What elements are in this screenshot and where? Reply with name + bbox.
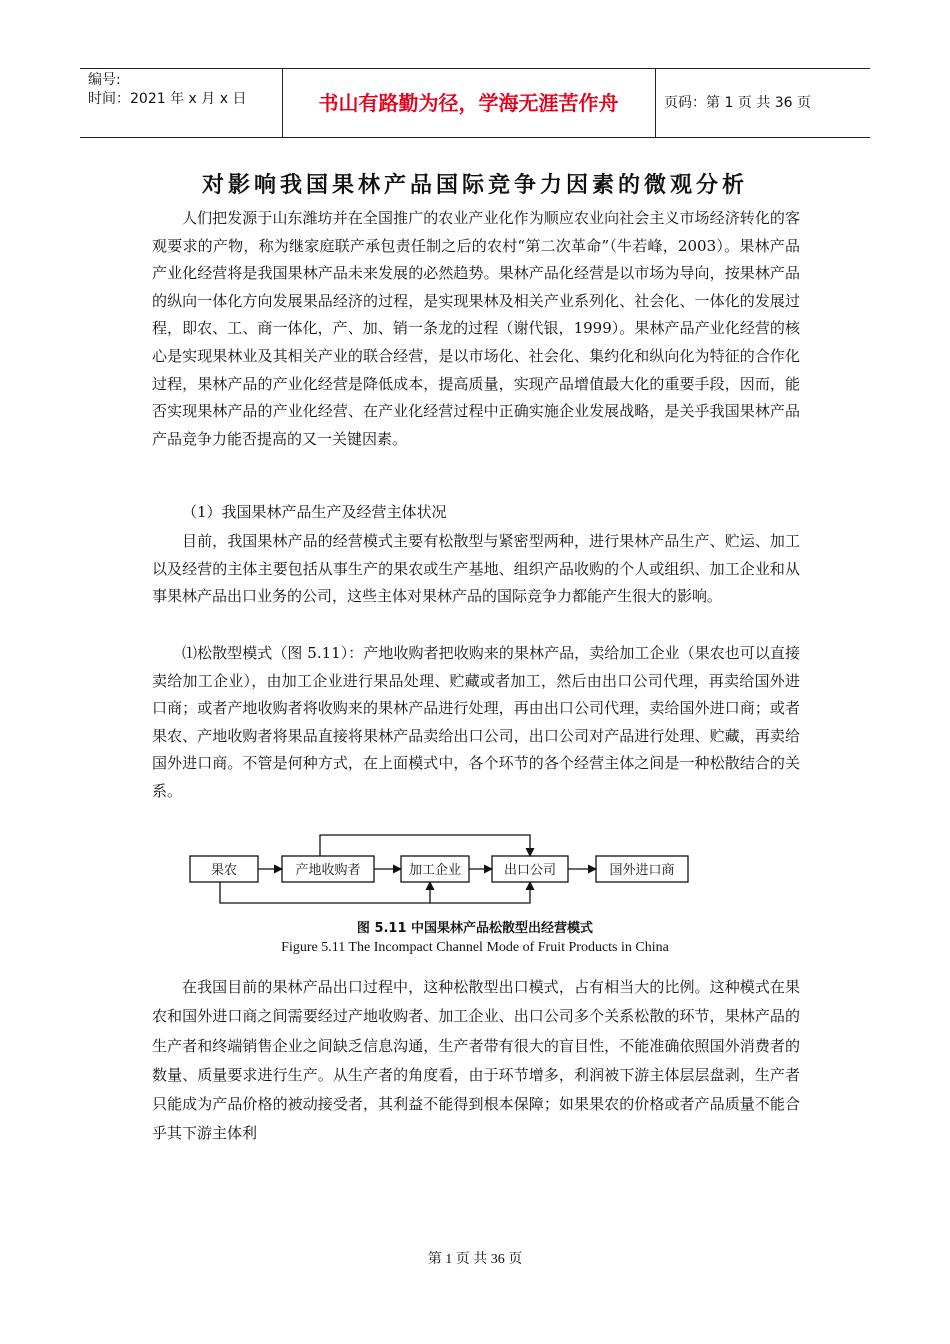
paragraph-analysis: 在我国目前的果林产品出口过程中，这种松散型出口模式，占有相当大的比例。这种模式在果农和国外进口商之间需要经过产地收购者、加工企业、出口公司多个关系松散的环节，果林产品的生产者和终端销售企业之间缺乏信息沟通，生产者带有很大的盲目性，不能准确依照国外消费者的数量、质量要求进行生产。从生产者的角度看，由于环节增多，利润被下游主体层层盘剥，生产者只能成为产品价格的被动接受者，其利益不能得到根本保障；如果果农的价格或者产品质量不能合乎其下游主体利 xyxy=(152,978,800,1143)
document-title: 对影响我国果林产品国际竞争力因素的微观分析 xyxy=(201,173,748,198)
node-processor: 加工企业 xyxy=(408,863,462,878)
node-box-collector xyxy=(282,856,374,882)
header-divider xyxy=(655,69,656,137)
arrow-farmer-exporter-bypass xyxy=(220,882,530,903)
figure-caption-en: Figure 5.11 The Incompact Channel Mode of Fruit Products in China xyxy=(281,940,669,955)
node-farmer: 果农 xyxy=(210,863,238,878)
node-box-exporter xyxy=(492,856,568,882)
figure-caption-cn: 图 5.11 中国果林产品松散型出经营模式 xyxy=(356,921,594,936)
arrow-collector-exporter-bypass xyxy=(320,835,530,856)
node-exporter: 出口公司 xyxy=(503,863,557,878)
page-header xyxy=(80,68,870,138)
paragraph-loose-mode: ⑴松散型模式（图 5.11）：产地收购者把收购来的果林产品，卖给加工企业（果农也可以直接卖给加工企业），由加工企业进行果品处理、贮藏或者加工，然后由出口公司代理，再卖给国外进口商；或者产地收购者将收购来的果林产品进行处理，再由出口公司代理，卖给国外进口商；或者果农、产地收购者将果品直接将果林产品卖给出口公司，出口公司对产品进行处理、贮藏，再卖给国外进口商。不管是何种方式，在上面模式中，各个环节的各个经营主体之间是一种松散结合的关系。 xyxy=(152,644,800,800)
node-importer: 国外进口商 xyxy=(609,863,675,878)
node-box-farmer xyxy=(190,856,258,882)
paragraph-intro: 人们把发源于山东潍坊并在全国推广的农业产业化作为顺应农业向社会主义市场经济转化的客观要求的产物，称为继家庭联产承包责任制之后的农村“第二次革命”（牛若峰，2003）。果林产品产业化经营将是我国果林产品未来发展的必然趋势。果林产品化经营是以市场为导向，按果林产品的纵向一体化方向发展果品经济的过程，是实现果林及相关产业系列化、社会化、一体化的发展过程，即农、工、商一体化，产、加、销一条龙的过程（谢代银，1999）。果林产品产业化经营的核心是实现果林业及其相关产业的联合经营，是以市场化、社会化、集约化和纵向化为特征的合作化过程，果林产品的产业化经营是降低成本，提高质量，实现产品增值最大化的重要手段，因而，能否实现果林产品的产业化经营、在产业化经营过程中正确实施企业发展战略，是关乎我国果林产品产品竞争力能否提高的又一关键因素。 xyxy=(152,209,800,448)
header-page-info: 页码：第 1 页 共 36 页 xyxy=(664,95,811,111)
section-heading: （1）我国果林产品生产及经营主体状况 xyxy=(182,503,447,521)
node-box-processor xyxy=(401,856,469,882)
header-motto: 书山有路勤为径，学海无涯苦作舟 xyxy=(318,91,619,115)
node-box-importer xyxy=(596,856,688,882)
serial-label: 编号: xyxy=(88,72,121,88)
page-footer: 第 1 页 共 36 页 xyxy=(427,1252,523,1267)
header-meta xyxy=(88,71,283,109)
node-collector: 产地收购者 xyxy=(295,863,361,878)
paragraph-main-entities: 目前，我国果林产品的经营模式主要有松散型与紧密型两种，进行果林产品生产、贮运、加工以及经营的主体主要包括从事生产的果农或生产基地、组织产品收购的个人或组织、加工企业和从事果林产品出口业务的公司，这些主体对果林产品的国际竞争力都能产生很大的影响。 xyxy=(152,532,800,606)
time-label: 时间：2021 年 x 月 x 日 xyxy=(88,91,247,107)
